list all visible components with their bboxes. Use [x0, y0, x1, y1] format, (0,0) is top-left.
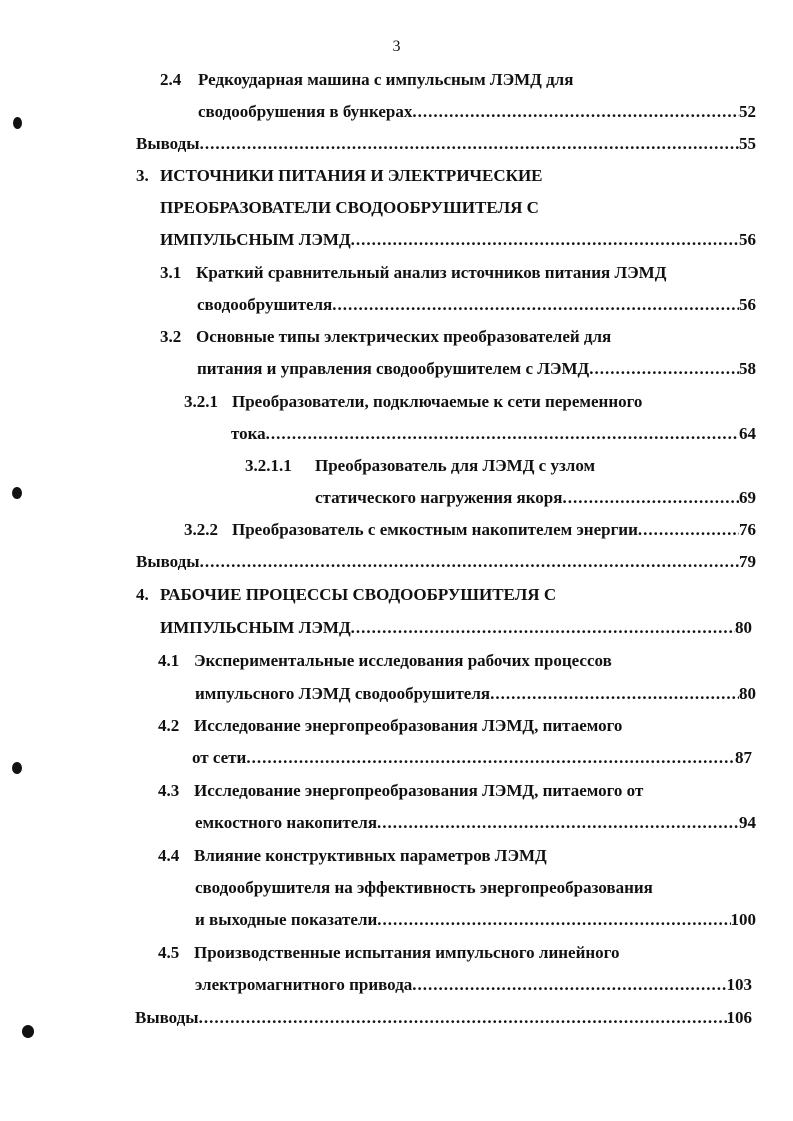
entry-title: Преобразователь для ЛЭМД с узлом [315, 456, 596, 475]
entry-title: РАБОЧИЕ ПРОЦЕССЫ СВОДООБРУШИТЕЛЯ С [160, 585, 557, 604]
toc-entry[interactable] [245, 456, 745, 476]
entry-title: импульсного ЛЭМД сводообрушителя [195, 684, 491, 703]
entry-title: статического нагружения якоря [315, 488, 563, 507]
entry-page: 76 [739, 520, 756, 539]
scan-mark [22, 1025, 34, 1038]
toc-entry[interactable] [195, 975, 752, 995]
toc-entry[interactable] [160, 263, 760, 283]
entry-title: питания и управления сводообрушителем с ЛЭМД [197, 359, 590, 378]
entry-title: тока [231, 424, 266, 443]
toc-entry[interactable] [195, 813, 756, 833]
section-number: 4.4 [158, 846, 180, 865]
toc-entry[interactable] [160, 70, 760, 90]
toc-entry[interactable] [315, 488, 756, 508]
entry-page: 52 [739, 102, 756, 121]
toc-entry[interactable] [158, 846, 718, 866]
toc-entry[interactable] [136, 134, 756, 154]
entry-page: 55 [739, 134, 756, 153]
toc-entry[interactable] [135, 1008, 752, 1028]
toc-entry[interactable] [184, 520, 756, 540]
section-number: 2.4 [160, 70, 182, 89]
dot-leader [351, 230, 739, 250]
section-number: 3.1 [160, 263, 182, 282]
dot-leader [266, 424, 739, 444]
entry-title: ИМПУЛЬСНЫМ ЛЭМД [160, 230, 351, 249]
entry-title: Исследование энергопреобразования ЛЭМД, питаемого [194, 716, 623, 735]
entry-page: 56 [739, 295, 756, 314]
entry-title: Основные типы электрических преобразователей для [196, 327, 612, 346]
entry-title: ИСТОЧНИКИ ПИТАНИЯ И ЭЛЕКТРИЧЕСКИЕ [160, 166, 543, 185]
entry-page: 100 [730, 910, 756, 929]
toc-entry[interactable] [160, 230, 756, 250]
toc-entry[interactable] [195, 910, 756, 930]
entry-title: сводообрушения в бункерах [198, 102, 413, 121]
section-number: 3.2.1.1 [245, 456, 292, 475]
toc-entry[interactable] [197, 295, 756, 315]
scan-mark [12, 487, 22, 499]
toc-entry[interactable] [158, 943, 718, 963]
section-number: 4.5 [158, 943, 180, 962]
toc-entry[interactable] [197, 359, 756, 379]
toc-entry[interactable] [136, 585, 736, 605]
entry-page: 87 [735, 748, 752, 767]
entry-title: ИМПУЛЬСНЫМ ЛЭМД [160, 618, 351, 637]
entry-page: 58 [739, 359, 756, 378]
toc-entry [160, 198, 720, 218]
dot-leader [589, 359, 739, 379]
dot-leader [377, 813, 739, 833]
entry-title: Влияние конструктивных параметров ЛЭМД [194, 846, 547, 865]
entry-title: Выводы [136, 552, 200, 571]
entry-title: от сети [192, 748, 247, 767]
entry-page: 106 [726, 1008, 752, 1027]
entry-page: 56 [739, 230, 756, 249]
entry-title: Исследование энергопреобразования ЛЭМД, питаемого от [194, 781, 644, 800]
toc-entry[interactable] [136, 166, 736, 186]
entry-title: Краткий сравнительный анализ источников питания ЛЭМД [196, 263, 667, 282]
section-number: 3.2.2 [184, 520, 218, 539]
entry-page: 80 [735, 618, 752, 637]
entry-page: 69 [739, 488, 756, 507]
section-number: 3.2 [160, 327, 182, 346]
toc-entry [195, 878, 755, 898]
section-number: 3.2.1 [184, 392, 218, 411]
dot-leader [562, 488, 739, 508]
dot-leader [412, 102, 739, 122]
entry-page: 64 [739, 424, 756, 443]
dot-leader [412, 975, 726, 995]
dot-leader [490, 684, 739, 704]
entry-page: 94 [739, 813, 756, 832]
entry-title: Производственные испытания импульсного линейного [194, 943, 620, 962]
dot-leader [200, 552, 739, 572]
toc-entry[interactable] [195, 684, 756, 704]
dot-leader [246, 748, 735, 768]
dot-leader [332, 295, 739, 315]
entry-title: Редкоударная машина с импульсным ЛЭМД для [198, 70, 574, 89]
section-number: 3. [136, 166, 149, 185]
toc-entry[interactable] [231, 424, 756, 444]
section-number: 4.2 [158, 716, 180, 735]
section-number: 4.3 [158, 781, 180, 800]
dot-leader [638, 520, 739, 540]
entry-title: Преобразователь с емкостным накопителем энергии [232, 520, 638, 539]
entry-title: сводообрушителя на эффективность энергопреобразования [195, 878, 653, 897]
toc-entry[interactable] [198, 102, 756, 122]
page-number: 3 [392, 38, 401, 55]
entry-title: Выводы [136, 134, 200, 153]
scan-mark [13, 117, 22, 129]
toc-entry[interactable] [160, 618, 752, 638]
toc-entry[interactable] [184, 392, 744, 412]
dot-leader [377, 910, 730, 930]
toc-entry[interactable] [160, 327, 760, 347]
entry-page: 79 [739, 552, 756, 571]
toc-entry[interactable] [192, 748, 752, 768]
entry-title: ПРЕОБРАЗОВАТЕЛИ СВОДООБРУШИТЕЛЯ С [160, 198, 539, 217]
entry-title: и выходные показатели [195, 910, 378, 929]
entry-title: Экспериментальные исследования рабочих процессов [194, 651, 612, 670]
dot-leader [199, 1008, 727, 1028]
toc-entry[interactable] [158, 651, 718, 671]
entry-title: Выводы [135, 1008, 199, 1027]
dot-leader [200, 134, 739, 154]
entry-page: 80 [739, 684, 756, 703]
section-number: 4.1 [158, 651, 180, 670]
entry-title: Преобразователи, подключаемые к сети переменного [232, 392, 643, 411]
toc-entry[interactable] [158, 781, 738, 801]
entry-title: электромагнитного привода [195, 975, 413, 994]
dot-leader [351, 618, 735, 638]
toc-entry[interactable] [136, 552, 756, 572]
entry-title: емкостного накопителя [195, 813, 378, 832]
toc-entry[interactable] [158, 716, 718, 736]
entry-page: 103 [726, 975, 752, 994]
scan-mark [12, 762, 22, 774]
entry-title: сводообрушителя [197, 295, 333, 314]
section-number: 4. [136, 585, 149, 604]
